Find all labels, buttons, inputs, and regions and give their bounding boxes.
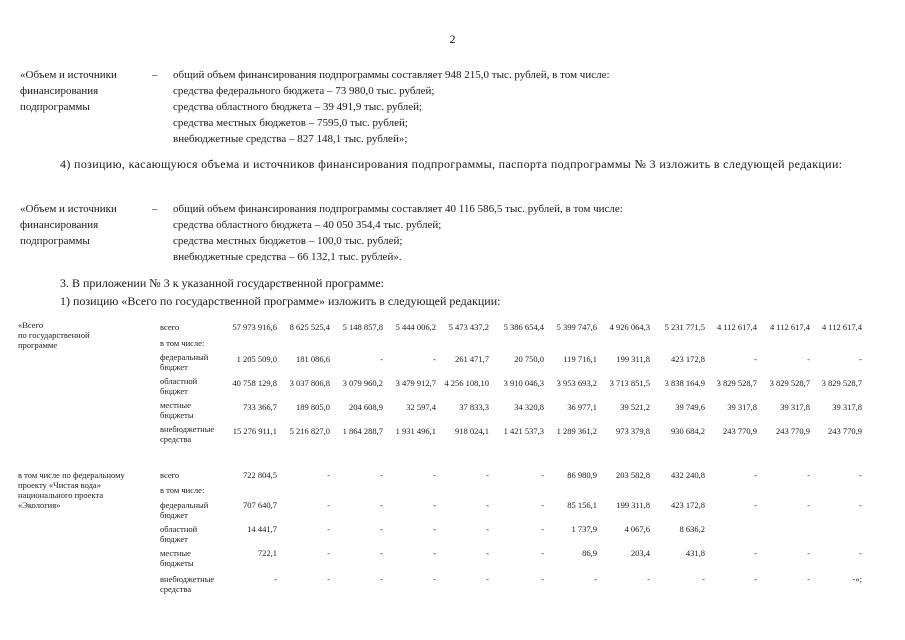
table-cell: 40 758 129,8 [232, 378, 277, 388]
table-row-label-line: местные [160, 400, 191, 410]
table-cell: - [486, 524, 489, 534]
table-cell: 432 240,8 [671, 470, 705, 480]
table-row-label-line: внебюджетные [160, 574, 215, 584]
table-cell: - [274, 574, 277, 584]
table-cell: - [327, 470, 330, 480]
table-cell: - [807, 470, 810, 480]
table-cell: - [754, 470, 757, 480]
table-cell: 181 086,6 [296, 354, 330, 364]
table-cell: 3 838 164,9 [664, 378, 705, 388]
table-row-label-line: бюджеты [160, 558, 194, 568]
table-cell: 14 441,7 [247, 524, 277, 534]
table-cell: 39 521,2 [620, 402, 650, 412]
table-cell: 189 805,0 [296, 402, 330, 412]
table-cell: - [433, 548, 436, 558]
passport-1-line: общий объем финансирования подпрограммы составляет 948 215,0 тыс. рублей, в том числе: [173, 69, 610, 81]
table-cell: 1 289 361,2 [556, 426, 597, 436]
table-cell: 34 320,8 [514, 402, 544, 412]
passport-1-line: внебюджетные средства – 827 148,1 тыс. рублей»; [173, 133, 408, 145]
table-row-label-line: всего [160, 322, 180, 332]
table-cell: 203,4 [630, 548, 650, 558]
table-row-label-line: бюджет [160, 386, 188, 396]
table-block-label-line: «Экология» [18, 500, 61, 510]
table-cell: 1 737,9 [571, 524, 597, 534]
table-cell: 204 608,9 [349, 402, 383, 412]
table-row-label [160, 338, 232, 348]
table-cell: 39 749,6 [675, 402, 705, 412]
table-cell: 722 804,5 [243, 470, 277, 480]
page-number: 2 [449, 32, 456, 46]
table-cell: 39 317,8 [832, 402, 862, 412]
table-cell: 5 399 747,6 [556, 322, 597, 332]
table-cell: 707 640,7 [243, 500, 277, 510]
table-cell: 3 713 851,5 [609, 378, 650, 388]
passport-2-dash: – [152, 203, 158, 215]
table-block-2-label [18, 470, 148, 510]
table-cell: 203 582,8 [616, 470, 650, 480]
table-row-label-line: средства [160, 584, 192, 594]
table-cell: 8 636,2 [679, 524, 705, 534]
table-cell: - [433, 524, 436, 534]
table-cell: - [594, 574, 597, 584]
table-cell: 1 931 496,1 [395, 426, 436, 436]
table-block-label-line: «Всего [18, 320, 44, 330]
passport-2-line: внебюджетные средства – 66 132,1 тыс. рублей». [173, 251, 402, 263]
table-cell: 32 597,4 [406, 402, 436, 412]
passport-2-line: общий объем финансирования подпрограммы составляет 40 116 586,5 тыс. рублей, в том числе: [173, 203, 623, 215]
table-cell: 1 205 509,0 [236, 354, 277, 364]
table-cell: - [541, 574, 544, 584]
table-cell: 918 024,1 [455, 426, 489, 436]
table-cell: - [433, 470, 436, 480]
passport-2-line: средства местных бюджетов – 100,0 тыс. рублей; [173, 235, 403, 247]
table-cell: 3 829 528,7 [769, 378, 810, 388]
table-cell: - [541, 500, 544, 510]
table-cell: 3 953 693,2 [556, 378, 597, 388]
table-cell: - [433, 354, 436, 364]
table-cell: 4 112 617,4 [769, 322, 810, 332]
table-cell: - [807, 354, 810, 364]
table-cell: 86 980,9 [567, 470, 597, 480]
table-row-label-line: средства [160, 434, 192, 444]
passport-1-line: средства областного бюджета – 39 491,9 тыс. рублей; [173, 101, 423, 113]
table-cell: 930 684,2 [671, 426, 705, 436]
table-cell: 4 926 064,3 [609, 322, 650, 332]
table-cell: - [380, 574, 383, 584]
table-cell: 431,8 [685, 548, 705, 558]
table-row-label-line: в том числе: [160, 485, 205, 495]
table-cell: - [327, 574, 330, 584]
table-cell: - [541, 470, 544, 480]
table-cell: - [433, 574, 436, 584]
table-row-label-line: местные [160, 548, 191, 558]
passport-2-label-line: подпрограммы [20, 235, 90, 247]
table-cell: 39 317,8 [780, 402, 810, 412]
table-cell: 15 276 911,1 [232, 426, 277, 436]
table-cell: 973 379,8 [616, 426, 650, 436]
table-cell: - [807, 574, 810, 584]
table-cell: 5 444 006,2 [395, 322, 436, 332]
table-cell: 3 079 960,2 [342, 378, 383, 388]
table-cell: - [754, 500, 757, 510]
table-cell: - [859, 470, 862, 480]
table-cell: 243 770,9 [776, 426, 810, 436]
table-cell: 5 231 771,5 [664, 322, 705, 332]
table-cell: - [380, 470, 383, 480]
table-cell: 722,1 [257, 548, 277, 558]
table-row-label-line: всего [160, 470, 180, 480]
table-cell: - [754, 574, 757, 584]
section-3-heading: 3. В приложении № 3 к указанной государственной программе: [60, 276, 384, 290]
table-cell: - [754, 354, 757, 364]
table-cell: - [327, 500, 330, 510]
passport-1-line: средства местных бюджетов – 7595,0 тыс. рублей; [173, 117, 408, 129]
table-cell: -»; [852, 574, 862, 584]
table-cell: - [859, 354, 862, 364]
table-cell: - [380, 354, 383, 364]
table-cell: 199 311,8 [616, 354, 650, 364]
table-cell: - [380, 500, 383, 510]
table-cell: 4 112 617,4 [716, 322, 757, 332]
table-cell: 243 770,9 [723, 426, 757, 436]
table-row-label-line: федеральный [160, 500, 209, 510]
table-row-label-line: областной [160, 524, 198, 534]
table-cell: - [807, 500, 810, 510]
table-block-label-line: программе [18, 340, 58, 350]
passport-1-label-line: «Объем и источники [20, 69, 117, 81]
table-cell: - [541, 524, 544, 534]
table-cell: 199 311,8 [616, 500, 650, 510]
table-cell: 4 256 108,10 [444, 378, 489, 388]
table-cell: - [859, 548, 862, 558]
table-row-label-line: федеральный [160, 352, 209, 362]
table-cell: 3 037 806,8 [289, 378, 330, 388]
table-cell: 3 479 912,7 [395, 378, 436, 388]
passport-1-line: средства федерального бюджета – 73 980,0 тыс. рублей; [173, 85, 435, 97]
table-cell: 57 973 916,6 [232, 322, 277, 332]
table-cell: 3 829 528,7 [716, 378, 757, 388]
table-cell: - [702, 574, 705, 584]
table-cell: - [754, 548, 757, 558]
table-cell: - [486, 500, 489, 510]
table-cell: 39 317,8 [727, 402, 757, 412]
table-cell: - [541, 548, 544, 558]
table-cell: - [327, 548, 330, 558]
table-cell: 5 216 827,0 [289, 426, 330, 436]
table-row-label-line: в том числе: [160, 338, 205, 348]
passport-1-dash: – [152, 69, 158, 81]
table-cell: 261 471,7 [455, 354, 489, 364]
table-cell: 243 770,9 [828, 426, 862, 436]
table-cell: 4 112 617,4 [821, 322, 862, 332]
table-cell: 119 716,1 [563, 354, 597, 364]
table-row-label-line: бюджет [160, 534, 188, 544]
table-cell: 37 833,3 [459, 402, 489, 412]
passport-1-label-line: подпрограммы [20, 101, 90, 113]
table-cell: 36 977,1 [567, 402, 597, 412]
table-cell: 423 172,8 [671, 500, 705, 510]
table-cell: 5 473 437,2 [448, 322, 489, 332]
table-block-label-line: национального проекта [18, 490, 104, 500]
table-cell: 4 067,6 [624, 524, 650, 534]
table-row-label [160, 485, 232, 495]
table-cell: - [486, 470, 489, 480]
table-cell: - [380, 548, 383, 558]
passport-1-label-line: финансирования [20, 85, 99, 97]
table-cell: - [486, 574, 489, 584]
table-cell: - [647, 574, 650, 584]
table-cell: 20 750,0 [514, 354, 544, 364]
table-cell: 85 156,1 [567, 500, 597, 510]
table-cell: - [859, 500, 862, 510]
table-block-label-line: в том числе по федеральному [18, 470, 125, 480]
table-row-label-line: внебюджетные [160, 424, 215, 434]
table-cell: - [807, 548, 810, 558]
table-cell: - [380, 524, 383, 534]
table-cell: 1 421 537,3 [503, 426, 544, 436]
table-cell: 5 386 654,4 [503, 322, 544, 332]
passport-2-label-line: финансирования [20, 219, 99, 231]
table-cell: - [433, 500, 436, 510]
table-row-label-line: бюджет [160, 510, 188, 520]
table-cell: 5 148 857,8 [342, 322, 383, 332]
table-block-1-label [18, 320, 148, 350]
table-row-label-line: бюджеты [160, 410, 194, 420]
table-cell: 3 910 046,3 [503, 378, 544, 388]
passport-2-label-line: «Объем и источники [20, 203, 117, 215]
table-cell: 86,9 [582, 548, 597, 558]
table-cell: 8 625 525,4 [289, 322, 330, 332]
table-cell: 733 366,7 [243, 402, 277, 412]
table-cell: 423 172,8 [671, 354, 705, 364]
section-3-item-1: 1) позицию «Всего по государственной программе» изложить в следующей редакции: [60, 294, 501, 308]
paragraph-4-text: 4) позицию, касающуюся объема и источников финансирования подпрограммы, паспорта подпрограммы № 3 изложить в следующей редакции: [60, 157, 843, 171]
table-block-label-line: по государственной [18, 330, 90, 340]
table-cell: - [327, 524, 330, 534]
table-block-label-line: проекту «Чистая вода» [18, 480, 101, 490]
table-row-label-line: бюджет [160, 362, 188, 372]
table-cell: 3 829 528,7 [821, 378, 862, 388]
passport-2-line: средства областного бюджета – 40 050 354,4 тыс. рублей; [173, 219, 442, 231]
table-cell: 1 864 288,7 [342, 426, 383, 436]
table-cell: - [486, 548, 489, 558]
table-row-label-line: областной [160, 376, 198, 386]
